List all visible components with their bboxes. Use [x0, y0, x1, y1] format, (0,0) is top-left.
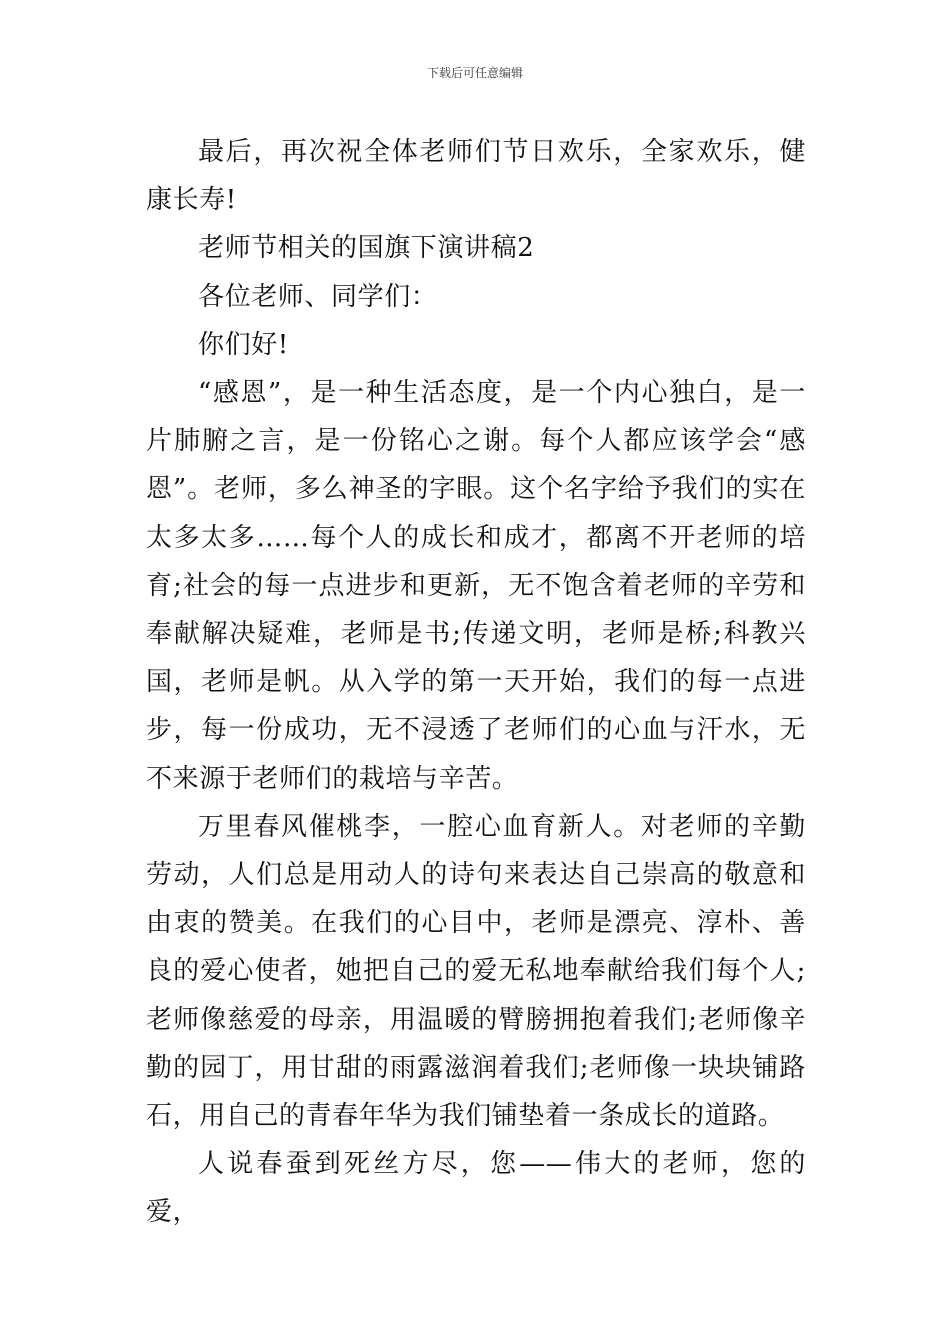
paragraph-silkworm: 人说春蚕到死丝方尽，您——伟大的老师，您的爱，	[146, 1149, 806, 1228]
paragraph-teacher-praise: 万里春风催桃李，一腔心血育新人。对老师的辛勤劳动，人们总是用动人的诗句来表达自己崇高的敬意和由衷的赞美。在我们的心目中，老师是漂亮、淳朴、善良的爱心使者，她把自己的爱无私地奉献给我们每个人;老师像慈爱的母亲，用温暖的臂膀拥抱着我们;老师像辛勤的园丁，用甘甜的雨露滋润着我们;老师像一块块铺路石，用自己的青春年华为我们铺垫着一条成长的道路。	[146, 811, 806, 1132]
speech-title: 老师节相关的国旗下演讲稿2	[198, 233, 535, 264]
salutation: 各位老师、同学们：	[198, 281, 438, 312]
paragraph-gratitude: “感恩”，是一种生活态度，是一个内心独白，是一片肺腑之言，是一份铭心之谢。每个人都应该学会“感恩”。老师，多么神圣的字眼。这个名字给予我们的实在太多太多……每个人的成长和成才，都离不开老师的培育;社会的每一点进步和更新，无不饱含着老师的辛劳和奉献解决疑难，老师是书;传递文明，老师是桥;科教兴国，老师是帆。从入学的第一天开始，我们的每一点进步，每一份成功，无不浸透了老师们的心血与汗水，无不来源于老师们的栽培与辛苦。	[146, 378, 806, 794]
paragraph-closing-wishes: 最后，再次祝全体老师们节日欢乐，全家欢乐，健康长寿!	[146, 137, 806, 216]
page-header: 下载后可任意编辑	[426, 66, 523, 80]
greeting: 你们好!	[198, 329, 289, 360]
document-body	[146, 128, 806, 1237]
